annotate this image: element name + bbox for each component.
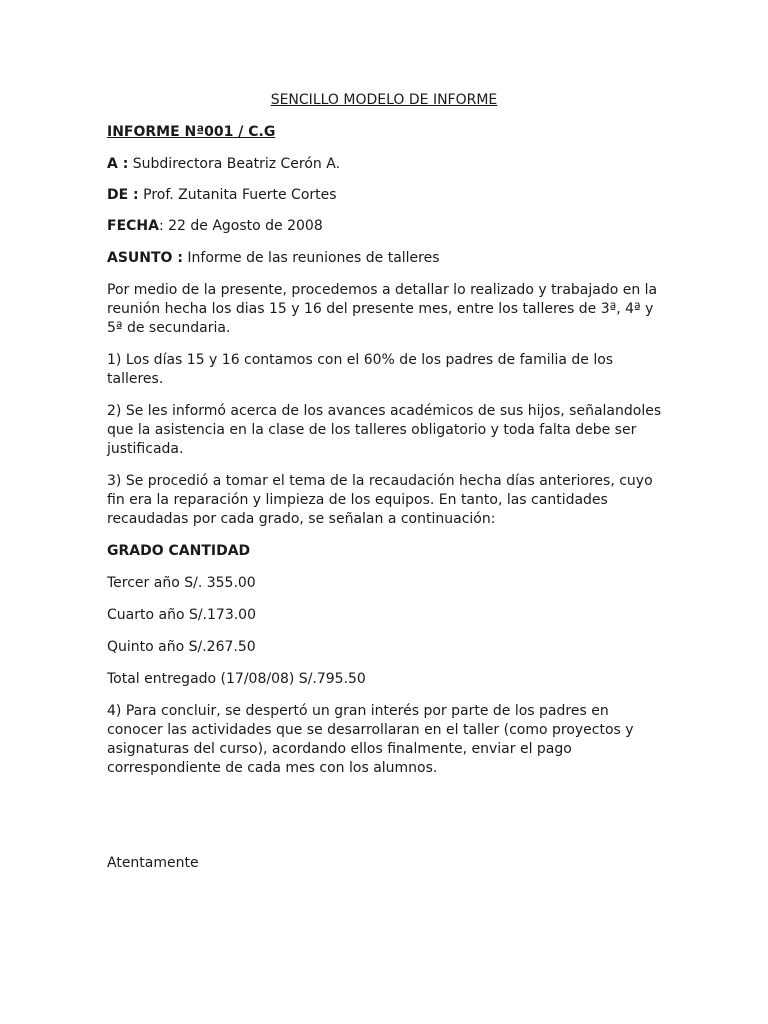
- closing: Atentamente: [107, 855, 199, 871]
- from-label: DE :: [107, 187, 139, 203]
- point-1: 1) Los días 15 y 16 contamos con el 60% de los padres de familia de los talleres.: [107, 352, 614, 387]
- from-value: Prof. Zutanita Fuerte Cortes: [143, 187, 337, 203]
- to-value: Subdirectora Beatriz Cerón A.: [132, 156, 341, 172]
- point-2: 2) Se les informó acerca de los avances académicos de sus hijos, señalandoles que la asistencia en la clase de los talleres obligatorio y toda falta debe ser justificada.: [107, 403, 662, 457]
- from-line: [107, 186, 337, 205]
- date-line: [107, 217, 323, 236]
- to-line: [107, 155, 340, 174]
- table-row-total: Total entregado (17/08/08) S/.795.50: [107, 671, 366, 687]
- document-title: SENCILLO MODELO DE INFORME: [270, 92, 498, 108]
- subject-label: ASUNTO :: [107, 250, 183, 266]
- table-header-text: GRADO CANTIDAD: [107, 543, 251, 559]
- table-row: Tercer año S/. 355.00: [107, 575, 256, 591]
- point-4: 4) Para concluir, se despertó un gran interés por parte de los padres en conocer las actividades que se desarrollaran en el taller (como proyectos y asignaturas del curso), acordando ellos finalmente, enviar el pago correspondiente de cada mes con los alumnos.: [107, 703, 634, 776]
- intro-paragraph: Por medio de la presente, procedemos a detallar lo realizado y trabajado en la reunión hecha los dias 15 y 16 del presente mes, entre los talleres de 3ª, 4ª y 5ª de secundaria.: [107, 282, 658, 336]
- subject-line: [107, 249, 440, 268]
- table-row: Quinto año S/.267.50: [107, 639, 256, 655]
- table-row: Cuarto año S/.173.00: [107, 607, 256, 623]
- date-label: FECHA: [107, 218, 159, 234]
- subject-value: Informe de las reuniones de talleres: [187, 250, 440, 266]
- point-3: 3) Se procedió a tomar el tema de la recaudación hecha días anteriores, cuyo fin era la reparación y limpieza de los equipos. En tanto, las cantidades recaudadas por cada grado, se señalan a continuación:: [107, 473, 653, 527]
- to-label: A :: [107, 156, 129, 172]
- table-header: [107, 542, 250, 561]
- report-number: INFORME Nª001 / C.G: [107, 124, 276, 140]
- date-value: : 22 de Agosto de 2008: [158, 218, 323, 234]
